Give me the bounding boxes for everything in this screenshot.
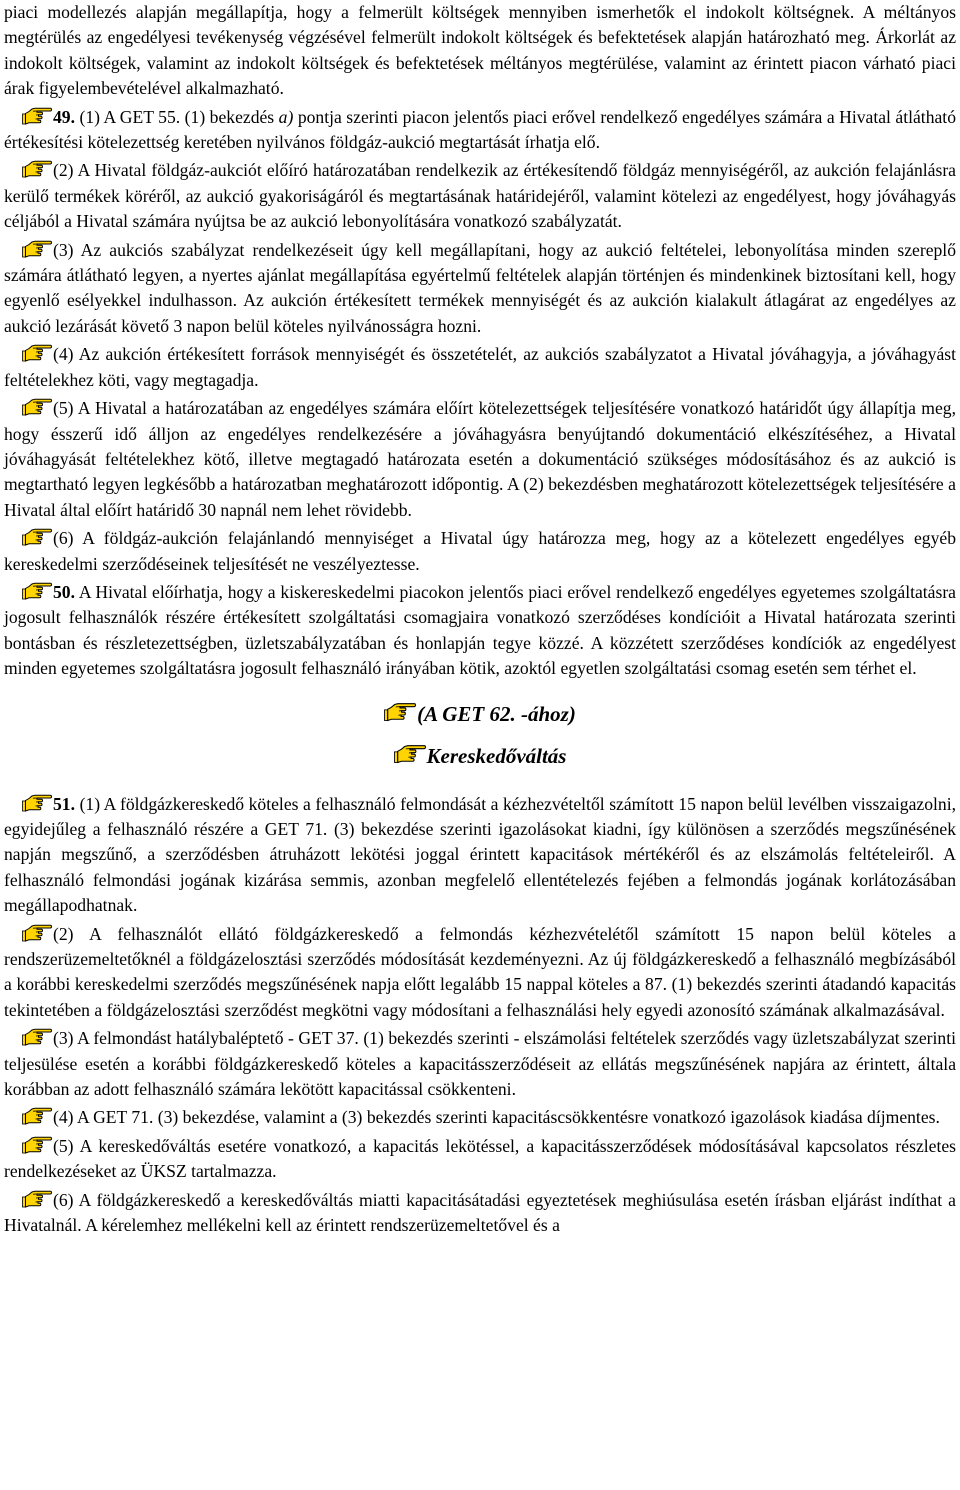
paragraph-51-6: (6) A földgázkereskedő a kereskedőváltás miatti kapacitásátadási egyeztetések meghiúsulása esetén írásban eljárást indíthat a Hivatalnál. A kérelemhez mellékelni kell az érintett rendszerüzemeltetővel és a <box>4 1189 956 1236</box>
paragraph-intro: piaci modellezés alapján megállapítja, hogy a felmerült költségek mennyiben ismerhetők el indokolt költségnek. A méltányos megtérülés az engedélyesi tevékenység végzésével felmerült indokolt költségek és befektetések alapján határozható meg. Árkorlát az indokolt költségek, valamint az indokolt költségek és befektetések méltányos megtérülése, valamint az érintett piacon várható piaci árak figyelembevételével alkalmazható. <box>4 2 956 99</box>
paragraph-49-4: (4) Az aukción értékesített források mennyiségét és összetételét, az aukciós szabályzatot a Hivatal jóváhagyja, a jóváhagyást feltételekhez köti, vagy megtagadja. <box>4 344 956 390</box>
pointing-hand-icon <box>22 582 52 600</box>
pointing-hand-icon <box>22 1107 52 1125</box>
paragraph-51-3: (3) A felmondást hatálybaléptető - GET 37. (1) bekezdés szerinti - elszámolási feltételek szerződés vagy üzletszabályzat szerinti teljesülése esetén a korábbi földgázkereskedő köteles a kapacitásszerződéseit az ellátás megszűnésének napjára az érintett, általa korábban az adott felhasználó számára lekötött kapacitással csökkenteni. <box>4 1028 956 1100</box>
pointing-hand-icon <box>22 160 52 178</box>
paragraph-49-5: (5) A Hivatal a határozatában az engedélyes számára előírt kötelezettségek teljesítésére vonatkozó határidőt úgy állapítja meg, hogy ésszerű idő álljon az engedélyes rendelkezésére a jóváhagyásra benyújtandó dokumentáció elkészítéséhez, a Hivatal jóváhagyását feltételekhez kötő, illetve megtagadó határozata esetén a dokumentáció szükséges módosításához és az aukció is megtartható legyen legkésőbb a határozatban meghatározott időpontig. A (2) bekezdésben meghatározott kötelezettségek teljesítésére a Hivatal által előírt határidő 30 napnál nem lehet rövidebb. <box>4 398 956 520</box>
pointing-hand-icon <box>394 744 426 764</box>
paragraph-51-2: (2) A felhasználót ellátó földgázkereskedő a felmondás kézhezvételétől számított 15 napon belül köteles a rendszerüzemeltetőknél a földgázelosztási szerződés módosítását kezdeményezni. Az új földgázkereskedő a felhasználó megbízásából a korábbi kereskedelmi szerződés megszűnésének napja előtt legalább 15 nappal köteles a 87. (1) bekezdés szerinti átadandó kapacitás tekintetében a földgázelosztási szerződést megkötni vagy módosítani a felhasználási hely egyedi azonosító számának alkalmazásával. <box>4 923 956 1020</box>
pointing-hand-icon <box>22 1136 52 1154</box>
pointing-hand-icon <box>22 398 52 416</box>
pointing-hand-icon <box>22 344 52 362</box>
paragraph-51-1: 51. (1) A földgázkereskedő köteles a felhasználó felmondását a kézhezvételtől számított 15 napon belül levélben visszaigazolni, egyidejűleg a felhasználó részére a GET 71. (3) bekezdése szerinti igazolásokat kiadni, így különösen a szerződés megszűnésének napján megszűnő, a szerződésben átruházott lekötési joggal érintett kapacitások mértékéről és az elszámolás feltételeiről. A felhasználó felmondási jogának kizárása semmis, azonban megfelelő ellentételezés fejében a felmondás jogának korlátozásában megállapodhatnak. <box>4 793 956 916</box>
paragraph-51-4: (4) A GET 71. (3) bekezdése, valamint a (3) bekezdés szerinti kapacitáscsökkentésre vonatkozó igazolások kiadása díjmentes. <box>4 1105 956 1130</box>
pointing-hand-icon <box>22 794 52 812</box>
pointing-hand-icon <box>22 1190 52 1208</box>
section-heading-kereskedovaltas: Kereskedőváltás <box>4 742 956 770</box>
paragraph-49-6: (6) A földgáz-aukción felajánlandó mennyiséget a Hivatal úgy határozza meg, hogy az a kötelezett engedélyes egyéb kereskedelmi szerződéseinek teljesítését ne veszélyeztesse. <box>4 528 956 574</box>
paragraph-49-1: 49. (1) A GET 55. (1) bekezdés a) pontja szerinti piacon jelentős piaci erővel rendelkező engedélyes számára a Hivatal átlátható értékesítési kötelezettség keretében nyilvános földgáz-aukció megtartását írhatja elő. <box>4 106 956 153</box>
paragraph-50: 50. A Hivatal előírhatja, hogy a kiskereskedelmi piacokon jelentős piaci erővel rendelkező engedélyes egyetemes szolgáltatásra jogosult felhasználók részére értékesített szolgáltatási csomagjaira vonatkozó szerződéses kondícióit a Hivatal határozata szerinti bontásban és részletezettségben, üzletszabályzatában és honlapján tegye közzé. A közzétett szerződéses kondíciók az engedélyest minden egyetemes szolgáltatásra jogosult felhasználó irányában kötik, azoktól egyetlen szolgáltatási csomag esetén sem térhet el. <box>4 581 956 679</box>
pointing-hand-icon <box>22 528 52 546</box>
pointing-hand-icon <box>22 107 52 125</box>
paragraph-49-3: (3) Az aukciós szabályzat rendelkezéseit úgy kell megállapítani, hogy az aukció feltételei, lebonyolítása minden szereplő számára átlátható legyen, a nyertes ajánlat megállapítása egyértelmű feltételek alapján történjen és mindenkinek biztosítani kell, hogy egyenlő esélyekkel indulhasson. Az aukción értékesített termékek mennyiségét és az aukción kialakult átlagárat az engedélyes az aukció lezárását követő 3 napon belül köteles nyilvánosságra hozni. <box>4 239 956 336</box>
paragraph-51-5: (5) A kereskedőváltás esetére vonatkozó, a kapacitás lekötéssel, a kapacitásszerződések módosításával kapcsolatos részletes rendelkezéseket az ÜKSZ tartalmazza. <box>4 1135 956 1182</box>
section-heading-get-62: (A GET 62. -ához) <box>4 700 956 728</box>
pointing-hand-icon <box>384 702 416 722</box>
section-number-50: 50. <box>53 581 75 602</box>
paragraph-49-2: (2) A Hivatal földgáz-aukciót előíró határozatában rendelkezik az értékesítendő földgáz mennyiségéről, az aukción felajánlásra kerülő termékek köréről, az aukció gyakoriságáról és megtartásának határidejéről, valamint kötelezi az engedélyest, hogy jóváhagyás céljából a Hivatal számára nyújtsa be az aukció lebonyolítására vonatkozó szabályzatát. <box>4 160 956 232</box>
section-number-51: 51. <box>53 793 75 814</box>
section-number-49: 49. <box>53 106 75 127</box>
pointing-hand-icon <box>22 240 52 258</box>
pointing-hand-icon <box>22 1028 52 1046</box>
pointing-hand-icon <box>22 924 52 942</box>
